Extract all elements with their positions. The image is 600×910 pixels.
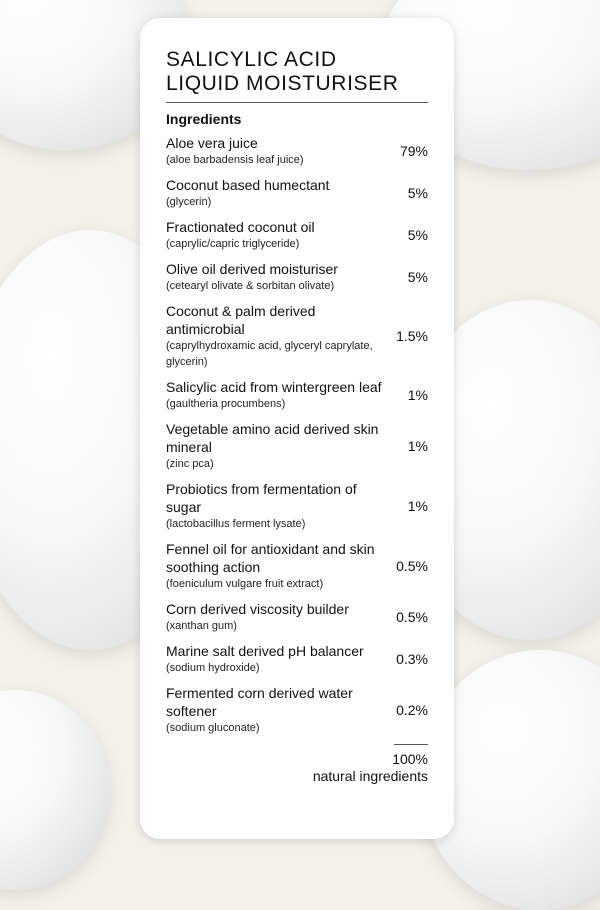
ingredient-row [166, 218, 428, 252]
ingredients-heading: Ingredients [166, 111, 242, 127]
total-label: natural ingredients [312, 768, 428, 784]
ingredient-name: Marine salt derived pH balancer [166, 643, 364, 659]
ingredient-inci: (lactobacillus ferment lysate) [166, 518, 306, 530]
ingredient-inci: (aloe barbadensis leaf juice) [166, 154, 304, 166]
product-title [166, 48, 428, 96]
ingredient-inci: (glycerin) [166, 196, 212, 208]
product-title-line-1: SALICYLIC ACID [166, 48, 337, 71]
ingredient-percent: 5% [407, 227, 428, 243]
ingredient-inci: (sodium gluconate) [166, 722, 260, 734]
total-divider [394, 744, 428, 745]
ingredient-name: Fermented corn derived water softener [166, 685, 353, 719]
ingredient-inci: (foeniculum vulgare fruit extract) [166, 578, 324, 590]
ingredient-inci: (sodium hydroxide) [166, 662, 260, 674]
ingredient-row [166, 260, 428, 294]
ingredient-name: Fennel oil for antioxidant and skin soothing action [166, 541, 375, 575]
ingredient-percent: 5% [407, 185, 428, 201]
ingredient-percent: 0.2% [396, 702, 428, 718]
ingredient-row [166, 600, 428, 634]
ingredient-row [166, 540, 428, 592]
ingredient-inci: (gaultheria procumbens) [166, 398, 286, 410]
title-divider [166, 102, 428, 103]
ingredient-name: Coconut based humectant [166, 177, 330, 193]
ingredient-percent: 79% [399, 143, 428, 159]
ingredient-name: Corn derived viscosity builder [166, 601, 349, 617]
product-title-line-2: LIQUID MOISTURISER [166, 72, 399, 95]
ingredient-inci: (zinc pca) [166, 458, 214, 470]
ingredient-inci: (caprylhydroxamic acid, glyceryl caprylate, glycerin) [166, 340, 373, 368]
ingredient-name: Coconut & palm derived antimicrobial [166, 303, 316, 337]
ingredient-inci: (xanthan gum) [166, 620, 237, 632]
ingredient-row [166, 176, 428, 210]
ingredient-name: Olive oil derived moisturiser [166, 261, 338, 277]
ingredient-percent: 5% [407, 269, 428, 285]
total-percent: 100% [392, 751, 428, 767]
ingredient-row [166, 480, 428, 532]
ingredient-name: Fractionated coconut oil [166, 219, 315, 235]
ingredient-percent: 1% [407, 438, 428, 454]
ingredient-list [166, 134, 428, 736]
ingredient-row [166, 378, 428, 412]
ingredient-percent: 1% [407, 498, 428, 514]
ingredient-percent: 1% [407, 387, 428, 403]
cream-blob-bottom-left [0, 690, 110, 890]
ingredient-inci: (caprylic/capric triglyceride) [166, 238, 300, 250]
ingredient-percent: 0.3% [396, 651, 428, 667]
ingredient-name: Probiotics from fermentation of sugar [166, 481, 357, 515]
ingredient-row [166, 420, 428, 472]
ingredient-name: Aloe vera juice [166, 135, 258, 151]
ingredient-inci: (cetearyl olivate & sorbitan olivate) [166, 280, 335, 292]
ingredient-name: Salicylic acid from wintergreen leaf [166, 379, 382, 395]
ingredient-percent: 1.5% [396, 328, 428, 344]
ingredient-row [166, 642, 428, 676]
ingredient-row [166, 134, 428, 168]
ingredient-percent: 0.5% [396, 609, 428, 625]
ingredients-card [140, 18, 454, 839]
ingredient-percent: 0.5% [396, 558, 428, 574]
ingredient-row [166, 302, 428, 370]
ingredient-name: Vegetable amino acid derived skin mineral [166, 421, 379, 455]
ingredient-row [166, 684, 428, 736]
total-block [166, 744, 428, 785]
